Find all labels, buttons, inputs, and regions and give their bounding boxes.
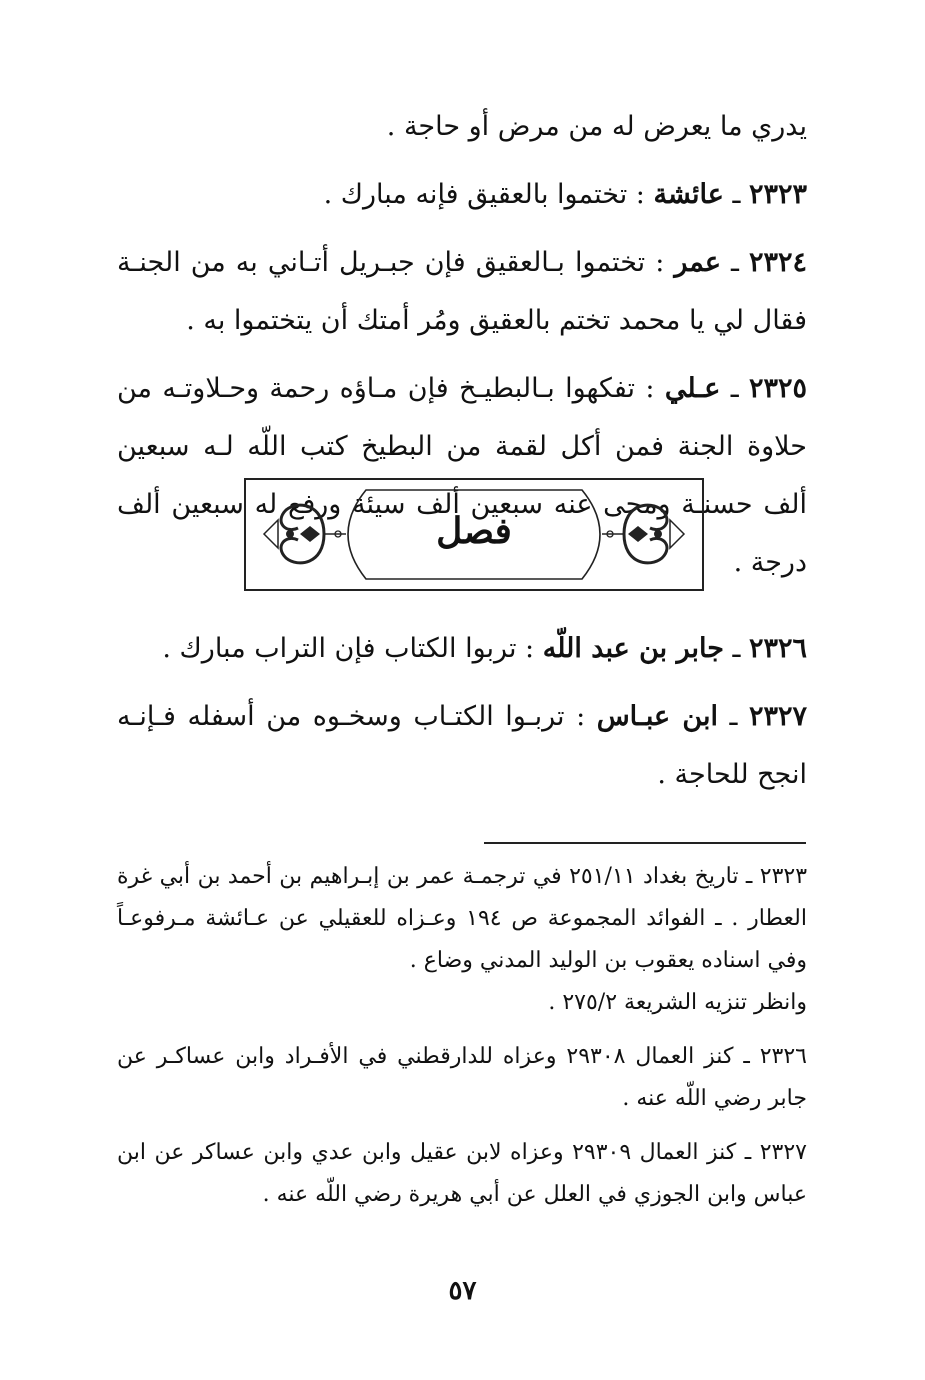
- footnotes: [117, 856, 807, 1216]
- footnote-divider: [484, 842, 806, 844]
- section-header-frame: [244, 478, 704, 591]
- main-text-bottom: [117, 620, 807, 804]
- entry-2323: ٢٣٢٣ ـ عائشة : تختموا بالعقيق فإنه مبارك .: [323, 179, 807, 210]
- footnote-2326: ٢٣٢٦ ـ كنز العمال ٢٩٣٠٨ وعزاه للدارقطني في الأفـراد وابن عساكـر عن جابر رضي اللّه عنه .: [117, 1044, 807, 1111]
- footnote-2323-continued: وانظر تنزيه الشريعة ٢٧٥/٢ .: [548, 990, 807, 1015]
- footnote-2327: ٢٣٢٧ ـ كنز العمال ٢٩٣٠٩ وعزاه لابن عقيل وابن عدي وابن عساكر عن ابن عباس وابن الجوزي في العلل عن أبي هريرة رضي اللّه عنه .: [117, 1140, 807, 1207]
- page-number: ٥٧: [448, 1276, 477, 1306]
- section-title: فصل: [436, 510, 512, 552]
- entry-continuation: يدري ما يعرض له من مرض أو حاجة .: [386, 111, 807, 142]
- entry-2327: ٢٣٢٧ ـ ابن عبـاس : تربـوا الكتـاب وسخـوه من أسفله فـإنـه انجح للحاجة .: [117, 701, 807, 790]
- entry-2326: ٢٣٢٦ ـ جابر بن عبد اللّه : تربوا الكتاب فإن التراب مبارك .: [162, 633, 807, 664]
- entry-2324: ٢٣٢٤ ـ عمر : تختموا بـالعقيق فإن جبـريل أتـاني به من الجنـة فقال لي يا محمد تختم بالعقيق ومُر أمتك أن يتختموا به .: [117, 247, 808, 336]
- footnote-2323: ٢٣٢٣ ـ تاريخ بغداد ٢٥١/١١ في ترجمـة عمر بن إبـراهيم بن أحمد بن أبي غرة العطار . ـ الفوائد المجموعة ص ١٩٤ وعـزاه للعقيلي عن عـائشة مـرفوعـاً وفي اسناده يعقوب بن الوليد المدني وضاع .: [117, 864, 808, 973]
- entry-2325: ٢٣٢٥ ـ عـلي : تفكهوا بـالبطيـخ فإن مـاؤه رحمة وحـلاوتـه من حلاوة الجنة فمن أكل لقمة من البطيخ كتب اللّه لـه سبعين ألف حسنـة ومحى عنه سبعين ألف سيئة ورفع له سبعين ألف درجة .: [117, 373, 807, 578]
